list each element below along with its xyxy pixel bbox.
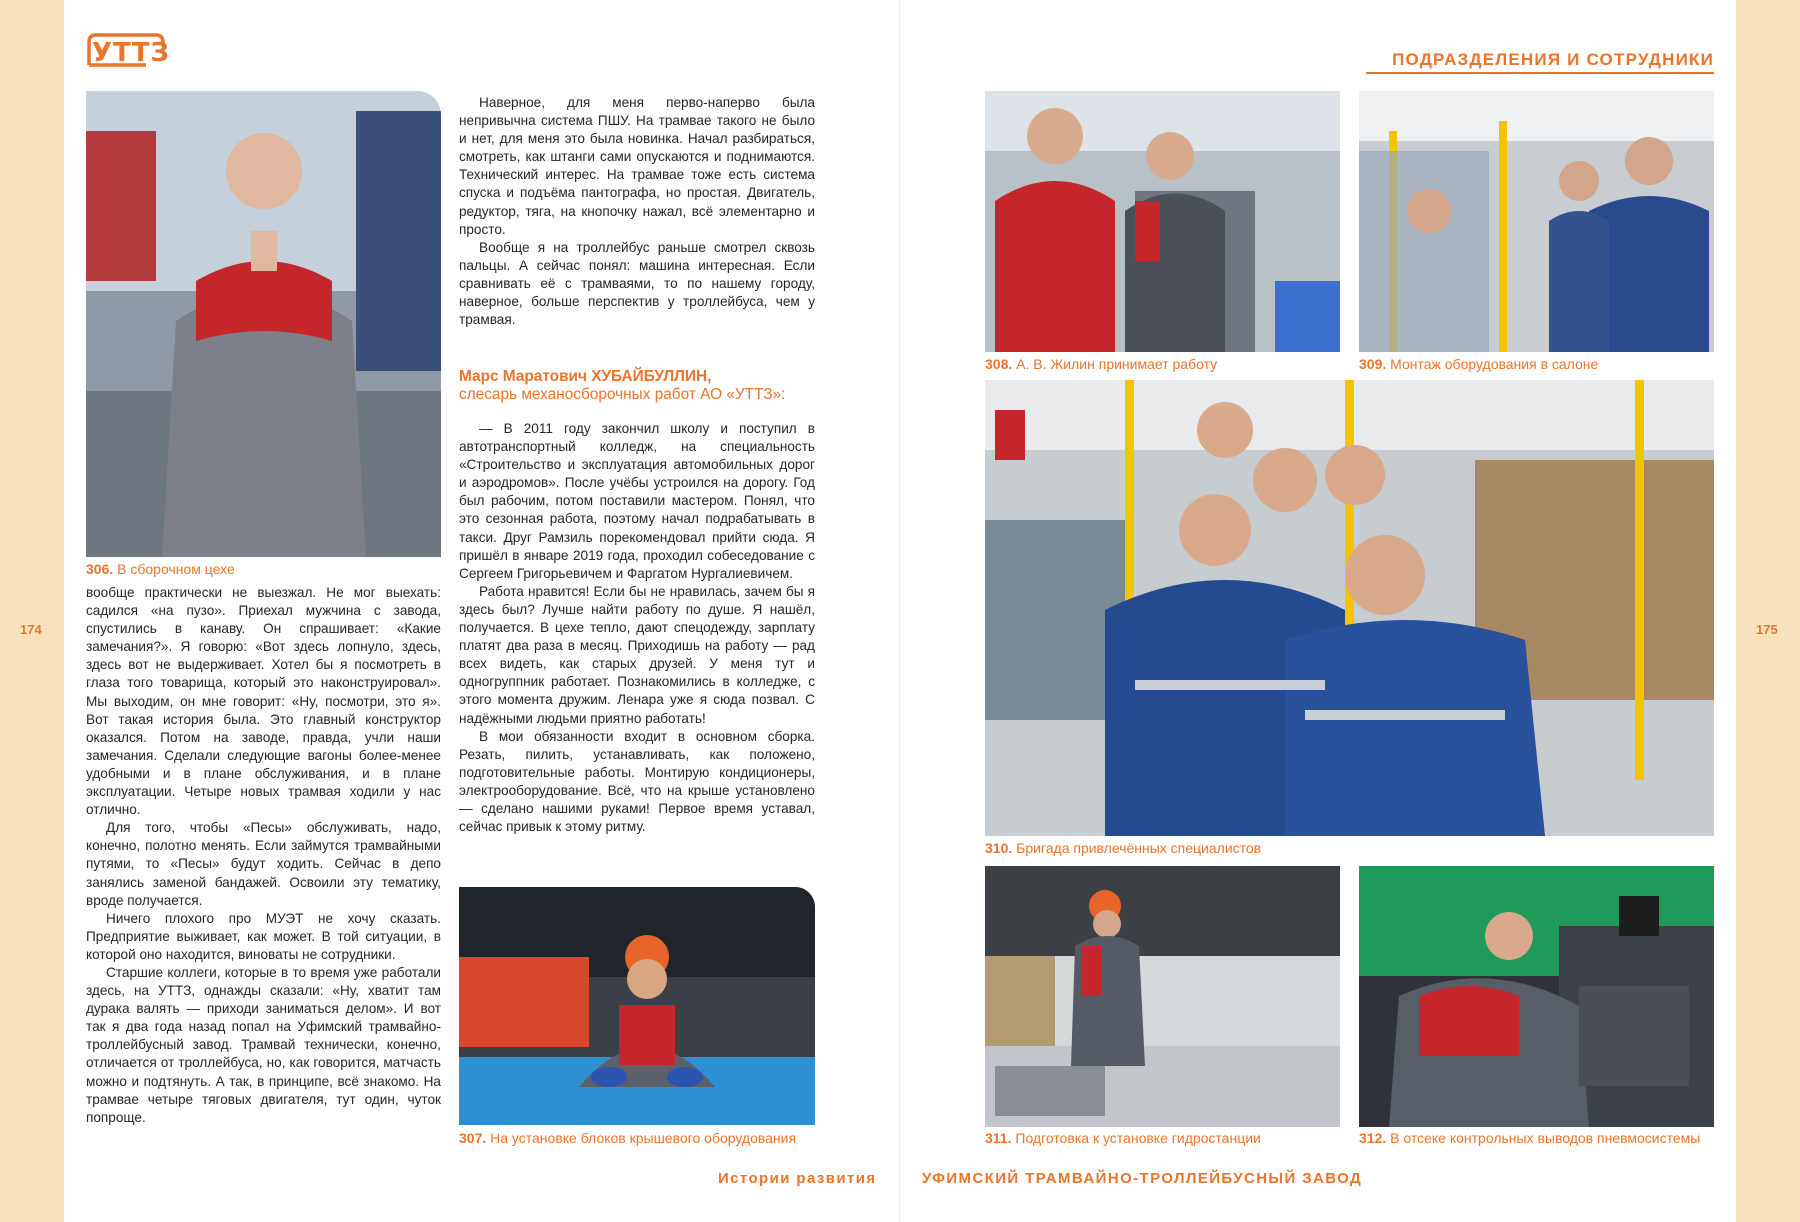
photo-308: [985, 91, 1340, 352]
photo-307: [459, 887, 815, 1125]
caption-312: 312. В отсеке контрольных выводов пневмосистемы: [1359, 1130, 1701, 1146]
paragraph: вообще практически не выезжал. Не мог выехать: садился «на пузо». Приехал мужчина с завода, спустились в канаву. Он спрашивает: «Какие замечания?». Я говорю: «Вот здесь лопнуло, здесь, здесь вот не выдерживает. Хотел бы я посмотреть в глаза того товарища, который это наконструировал». Мы выходим, он мне говорит: «Ну, посмотри, это я». Вот такая история была. Это главный конструктор оказался. Потом на заводе, правда, учли наши замечания. Сделали следующие вагоны более-менее удобными и в плане обслуживания, и в плане эксплуатации. Четыре новых трамвая ходили у нас отлично.: [86, 585, 441, 818]
interviewee-heading: [459, 368, 815, 404]
paragraph: Работа нравится! Если бы не нравилась, зачем бы я здесь был? Лучше найти работу по душе. Я нашёл, получается. В цехе тепло, дают спецодежду, зарплату платят два раза в месяц. Приходишь на работу — рад всех видеть, как старых друзей. У меня тут и одногруппник работает. Познакомились в колледже, с этого момента дружим. Ленара уже я сюда позвал. С надёжными людьми приятно работать!: [459, 583, 815, 726]
caption-311: 311. Подготовка к установке гидростанции: [985, 1130, 1261, 1146]
photo-312: [1359, 866, 1714, 1127]
paragraph: — В 2011 году закончил школу и поступил в автотранспортный колледж, на специальность «Строительство и эксплуатация автомобильных дорог и аэродромов». После учёбы устроился на дорогу. Год был рабочим, потом поставили мастером. Понял, что это сезонная работа, поэтому начал подрабатывать в такси. Друг Рамзиль порекомендовал прийти сюда. Я пришёл в январе 2019 года, проходил собеседование с Сергеем Григорьевичем и Фаргатом Нургалиевичем.: [459, 421, 815, 581]
page-number-right: 175: [1756, 622, 1778, 637]
caption-309: 309. Монтаж оборудования в салоне: [1359, 356, 1599, 372]
page-number-left: 174: [20, 622, 42, 637]
caption-308: 308. А. В. Жилин принимает работу: [985, 356, 1218, 372]
paragraph: Ничего плохого про МУЭТ не хочу сказать. Предприятие выживает, как может. В той ситуации, в которой оно находится, виноваты не сотрудники.: [86, 910, 441, 962]
left-text-column: [86, 584, 441, 1127]
caption-310: 310. Бригада привлечённых специалистов: [985, 840, 1262, 856]
middle-text-bottom: [459, 420, 815, 836]
header-rule: [1366, 72, 1714, 74]
photo-310: [985, 380, 1714, 836]
paragraph: Наверное, для меня перво-наперво была непривычна система ПШУ. На трамвае такого не было и нет, для меня это была новинка. Начал разбираться, смотреть, как штанги сами опускаются и поднимаются. Технический интерес. На трамвае тоже есть система спуска и подъёма пантографа, но простая. Двигатель, редуктор, тяга, на кнопочку нажал, всё элементарно и просто.: [459, 95, 815, 237]
footer-book-title: УФИМСКИЙ ТРАМВАЙНО-ТРОЛЛЕЙБУСНЫЙ ЗАВОД: [922, 1170, 1363, 1187]
photo-311: [985, 866, 1340, 1127]
section-title: ПОДРАЗДЕЛЕНИЯ И СОТРУДНИКИ: [1392, 50, 1714, 69]
logo-text: УТТЗ: [92, 38, 170, 68]
paragraph: В мои обязанности входит в основном сборка. Резать, пилить, устанавливать, как положено, подготовительные работы. Монтирую кондиционеры, электрооборудование. Всё, что на крыше установлено — сделано нашими руками! Первое время уставал, сейчас привык к этому ритму.: [459, 728, 815, 835]
footer-series-title: Истории развития: [718, 1170, 877, 1187]
caption-306: 306. В сборочном цехе: [86, 561, 235, 577]
interviewee-name: Марс Маратович ХУБАЙБУЛЛИН,: [459, 368, 712, 385]
photo-306: [86, 91, 441, 557]
photo-309: [1359, 91, 1714, 352]
paragraph: Старшие коллеги, которые в то время уже работали здесь, на УТТЗ, однажды сказали: «Ну, хватит там дурака валять — приходи заниматься делом». И вот так я два года назад попал на Уфимский трамвайно-троллейбусный завод. Трамвай технически, конечно, отличается от троллейбуса, но, как говорится, матчасть можно и подтянуть. А так, в принципе, всё знакомо. На трамвае четыре тяговых двигателя, тут один, чуток попроще.: [86, 964, 441, 1125]
interviewee-position: слесарь механосборочных работ АО «УТТЗ»:: [459, 386, 786, 403]
caption-307: 307. На установке блоков крышевого оборудования: [459, 1130, 797, 1146]
book-spine: [899, 0, 901, 1222]
paragraph: Вообще я на троллейбус раньше смотрел сквозь пальцы. А сейчас понял: машина интересная. Если сравнивать её с трамваями, то по нашему городу, наверное, больше перспектив у троллейбуса, чем у трамвая.: [459, 239, 815, 328]
paragraph: Для того, чтобы «Песы» обслуживать, надо, конечно, полотно менять. Если займутся трамвайными путями, то «Песы» будут ходить. Сейчас в депо занялись заменой бандажей. Освоили эту тематику, вроде получается.: [86, 820, 441, 908]
middle-text-top: [459, 94, 815, 329]
